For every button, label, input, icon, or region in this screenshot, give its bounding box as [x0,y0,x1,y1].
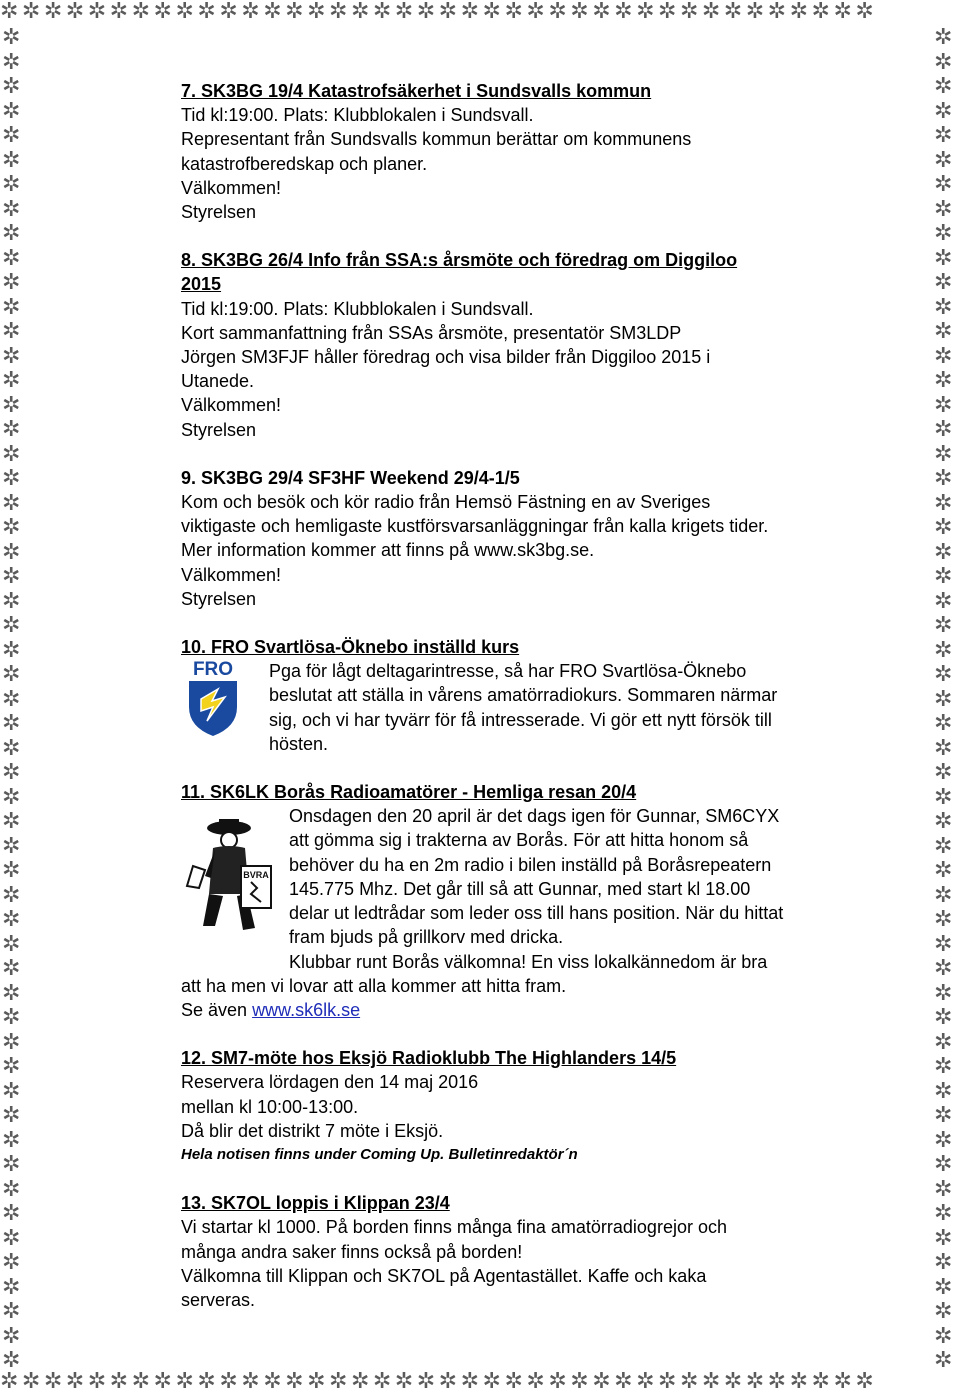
item-11-line: delar ut ledtrådar som leder oss till hans position. När du hittat [289,903,784,924]
item-12-line: Då blir det distrikt 7 möte i Eksjö. [181,1120,444,1141]
item-10 [181,635,881,756]
item-8-line: Tid kl:19:00. Plats: Klubblokalen i Sundsvall. [181,298,534,319]
item-11 [181,780,881,1022]
item-8-line: Kort sammanfattning från SSAs årsmöte, presentatör SM3LDP [181,322,682,343]
sk6lk-figure-logo [185,816,275,934]
item-11-title: 11. SK6LK Borås Radioamatörer - Hemliga resan 20/4 [181,782,637,803]
item-10-line: beslutat att ställa in vårens amatörradiokurs. Sommaren närmar [269,685,778,706]
item-11-line: att gömma sig i trakterna av Borås. För att hitta honom så [289,830,749,851]
item-8-title: 8. SK3BG 26/4 Info från SSA:s årsmöte och föredrag om Diggiloo [181,250,738,271]
item-11-line: fram bjuds på grillkorv med dricka. [289,927,564,948]
item-11-see-also [181,998,881,1022]
item-9-line: viktigaste och hemligaste kustförsvarsanläggningar från kalla krigets tider. [181,516,769,537]
item-13 [181,1191,881,1312]
decorative-border-bottom: ✲✲✲✲✲✲✲✲✲✲✲✲✲✲✲✲✲✲✲✲✲✲✲✲✲✲✲✲✲✲✲✲✲✲✲✲✲✲✲✲ [0,1370,878,1394]
item-13-line: Välkomna till Klippan och SK7OL på Agentastället. Kaffe och kaka [181,1265,707,1286]
item-11-line: 145.775 Mhz. Det går till så att Gunnar, med start kl 18.00 [289,878,751,899]
item-12-line: Reservera lördagen den 14 maj 2016 [181,1072,479,1093]
item-10-line: Pga för lågt deltagarintresse, så har FRO Svartlösa-Öknebo [269,661,747,682]
item-8 [181,248,881,442]
item-10-line: sig, och vi har tyvärr för få intresserade. Vi gör ett nytt försök till [269,709,772,730]
item-7-line: Tid kl:19:00. Plats: Klubblokalen i Sundsvall. [181,105,534,126]
item-12-title: 12. SM7-möte hos Eksjö Radioklubb The Highlanders 14/5 [181,1048,677,1069]
item-13-line: många andra saker finns också på borden! [181,1241,523,1262]
item-11-line: Onsdagen den 20 april är det dags igen för Gunnar, SM6CYX [289,806,780,827]
sk6lk-logo-letters: BVRA [243,870,269,881]
item-12 [181,1046,881,1167]
item-9-title: 9. SK3BG 29/4 SF3HF Weekend 29/4-1/5 [181,467,520,488]
item-8-line: Utanede. [181,371,255,392]
item-10-title: 10. FRO Svartlösa-Öknebo inställd kurs [181,637,520,658]
item-9-line: Styrelsen [181,588,257,609]
item-8-line: Styrelsen [181,419,257,440]
item-9-line: Kom och besök och kör radio från Hemsö Fästning en av Sveriges [181,492,711,513]
item-7-line: Representant från Sundsvalls kommun berättar om kommunens [181,129,692,150]
item-9-line: Mer information kommer att finns på www.sk3bg.se. [181,540,595,561]
item-8-line: Jörgen SM3FJF håller föredrag och visa bilder från Diggiloo 2015 i [181,347,711,368]
sk6lk-website-link[interactable]: www.sk6lk.se [252,999,361,1020]
item-7-line: katastrofberedskap och planer. [181,153,428,174]
see-also-label: Se även [181,999,253,1020]
item-10-line: hösten. [269,733,329,754]
fro-logo [185,657,241,737]
item-9-line: Välkommen! [181,564,282,585]
item-9 [181,466,881,611]
item-13-title: 13. SK7OL loppis i Klippan 23/4 [181,1193,450,1214]
item-8-title-cont: 2015 [181,274,222,295]
bulletin-content [181,79,881,1312]
decorative-border-left: ✲✲✲✲✲✲✲✲✲✲✲✲✲✲✲✲✲✲✲✲✲✲✲✲✲✲✲✲✲✲✲✲✲✲✲✲✲✲✲✲✲✲✲✲✲✲✲✲✲✲✲✲✲✲✲ [2,26,21,1370]
item-11-line-full: att ha men vi lovar att alla kommer att hitta fram. [181,975,567,996]
item-7-line: Välkommen! [181,177,282,198]
item-13-line: serveras. [181,1289,256,1310]
fro-logo-text: FRO [192,659,234,681]
item-11-line: Klubbar runt Borås välkomna! En viss lokalkännedom är bra [289,951,768,972]
item-7-line: Styrelsen [181,202,257,223]
item-7 [181,79,881,224]
item-13-line: Vi startar kl 1000. På borden finns många fina amatörradiogrejor och [181,1217,727,1238]
item-7-title: 7. SK3BG 19/4 Katastrofsäkerhet i Sundsvalls kommun [181,81,652,101]
decorative-border-right: ✲✲✲✲✲✲✲✲✲✲✲✲✲✲✲✲✲✲✲✲✲✲✲✲✲✲✲✲✲✲✲✲✲✲✲✲✲✲✲✲✲✲✲✲✲✲✲✲✲✲✲✲✲✲✲ [934,26,953,1370]
item-12-note: Hela notisen finns under Coming Up. Bulletinredaktör´n [181,1145,578,1163]
item-11-line: behöver du ha en 2m radio i bilen inställd på Boråsrepeatern [289,854,772,875]
decorative-border-top: ✲✲✲✲✲✲✲✲✲✲✲✲✲✲✲✲✲✲✲✲✲✲✲✲✲✲✲✲✲✲✲✲✲✲✲✲✲✲✲✲ [0,0,878,24]
item-8-line: Välkommen! [181,395,282,416]
item-12-line: mellan kl 10:00-13:00. [181,1096,359,1117]
